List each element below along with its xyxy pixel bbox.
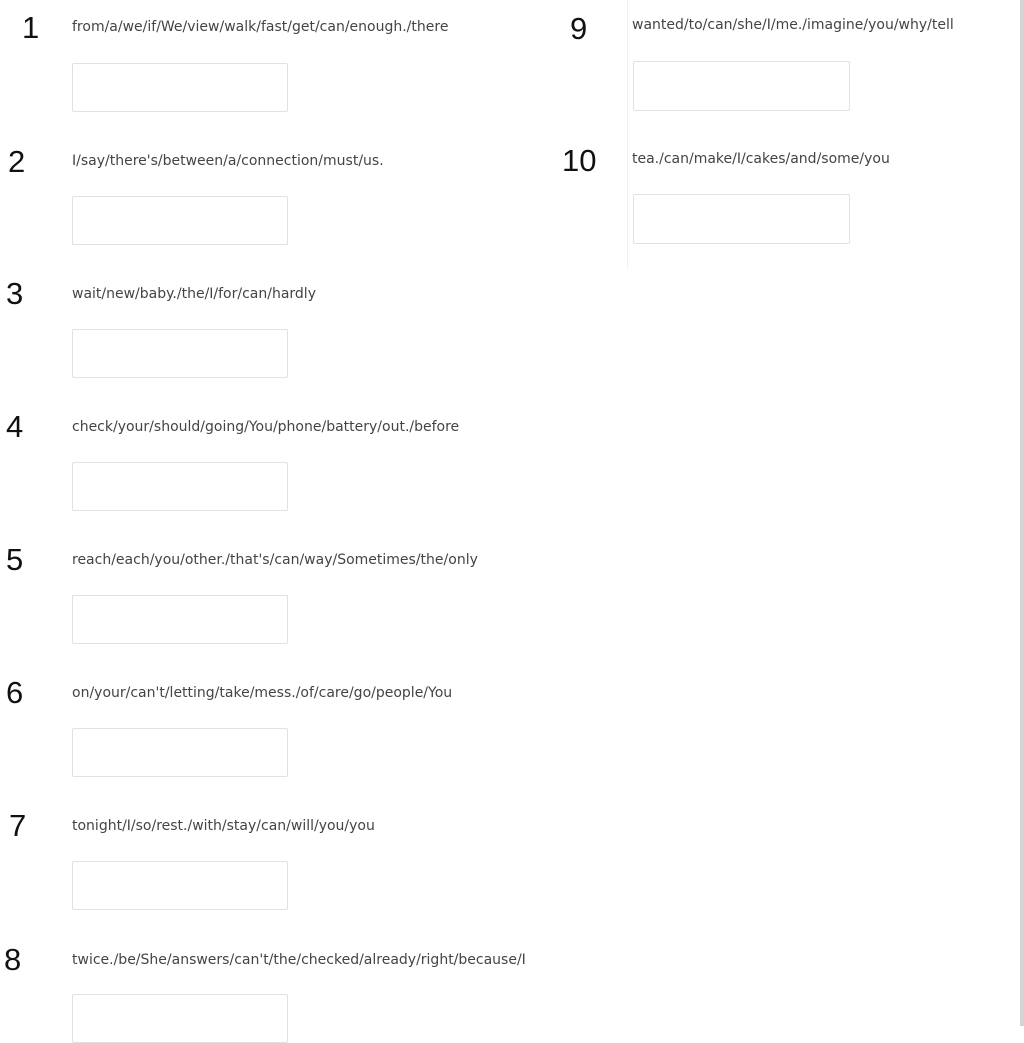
right-edge-border <box>1020 0 1024 1026</box>
question-prompt: wait/new/baby./the/I/for/can/hardly <box>72 286 316 302</box>
question-prompt: tonight/I/so/rest./with/stay/can/will/you/you <box>72 818 375 834</box>
answer-input-8[interactable] <box>72 994 288 1043</box>
question-number: 3 <box>6 276 24 311</box>
answer-input-9[interactable] <box>633 61 850 111</box>
question-prompt: tea./can/make/I/cakes/and/some/you <box>632 151 890 167</box>
question-prompt: from/a/we/if/We/view/walk/fast/get/can/enough./there <box>72 19 449 35</box>
question-number: 8 <box>4 942 22 977</box>
column-divider <box>627 0 628 268</box>
answer-input-1[interactable] <box>72 63 288 112</box>
answer-input-5[interactable] <box>72 595 288 644</box>
answer-input-4[interactable] <box>72 462 288 511</box>
question-number: 2 <box>8 144 26 179</box>
answer-input-10[interactable] <box>633 194 850 244</box>
question-number: 10 <box>562 143 597 178</box>
answer-input-2[interactable] <box>72 196 288 245</box>
question-prompt: twice./be/She/answers/can't/the/checked/already/right/because/I <box>72 952 526 968</box>
question-prompt: reach/each/you/other./that's/can/way/Sometimes/the/only <box>72 552 478 568</box>
question-prompt: wanted/to/can/she/I/me./imagine/you/why/tell <box>632 17 954 33</box>
question-number: 7 <box>9 808 27 843</box>
question-number: 5 <box>6 542 24 577</box>
answer-input-3[interactable] <box>72 329 288 378</box>
answer-input-7[interactable] <box>72 861 288 910</box>
question-prompt: on/your/can't/letting/take/mess./of/care/go/people/You <box>72 685 453 701</box>
question-prompt: I/say/there's/between/a/connection/must/us. <box>72 153 384 169</box>
question-prompt: check/your/should/going/You/phone/battery/out./before <box>72 419 460 435</box>
question-number: 4 <box>6 409 24 444</box>
question-number: 1 <box>22 10 40 45</box>
question-number: 6 <box>6 675 24 710</box>
question-number: 9 <box>570 11 588 46</box>
answer-input-6[interactable] <box>72 728 288 777</box>
